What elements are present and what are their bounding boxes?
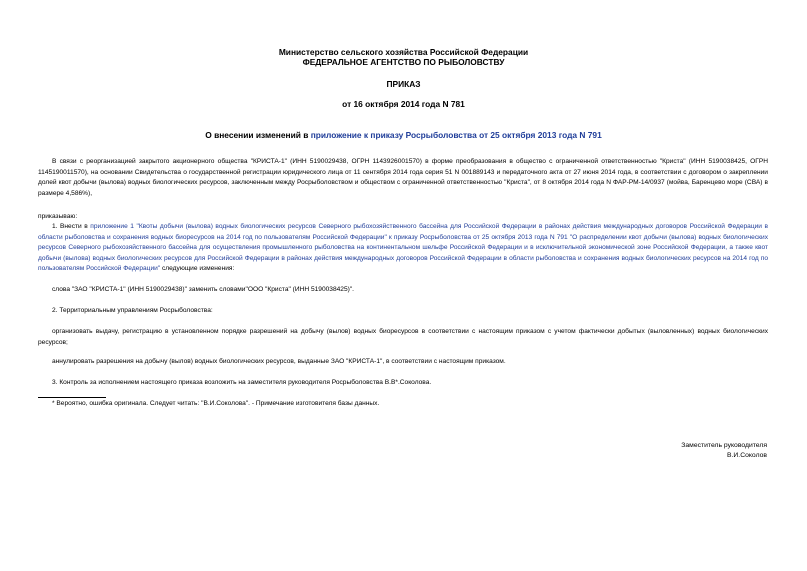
item-1-suffix: следующие изменения: [160,265,235,273]
agency-heading: ФЕДЕРАЛЬНОЕ АГЕНТСТВО ПО РЫБОЛОВСТВУ [302,57,505,67]
doc-type-heading: ПРИКАЗ [386,79,421,89]
subject-prefix: О внесении изменений в [205,130,311,140]
paragraph-annul-permits: аннулировать разрешения на добычу (вылов) водных биологических ресурсов, выданные ЗАО "КРИСТА-1", в соответствии с настоящим приказом. [52,358,506,365]
subject-heading [0,130,807,140]
signature-name: В.И.Соколов [727,452,767,459]
paragraph-item-1 [38,222,768,275]
paragraph-issue-permits: организовать выдачу, регистрацию в установленном порядке разрешений на добычу (вылов) водных биоресурсов в соответствии с настоящим приказом с учетом фактически добытых (выловленных) водных биологических ресурсов; [38,328,768,346]
footnote: * Вероятно, ошибка оригинала. Следует читать: "В.И.Соколова". - Примечание изготовителя базы данных. [52,400,380,407]
date-number-heading: от 16 октября 2014 года N 781 [342,99,465,109]
paragraph-preamble: В связи с реорганизацией закрытого акционерного общества "КРИСТА-1" (ИНН 5190029438, ОГРН 1143926001570) в форме преобразования в общество с ограниченной ответственностью "Криста" (ИНН 5190038425, ОГРН 1145190011570), на основании Свидетельства о государственной регистрации юридического лица от 11 сентября 2014 года серия 51 N 001889143 и передаточного акта от 27 июня 2014 года, в соответствии с договором о закреплении долей квот добычи (вылова) водных биологических ресурсов, заключенным между Росрыболовством и обществом с ограниченной ответственностью "Криста", от 8 октября 2014 года N ФАР-РМ-14/0937 (мойва, Баренцево море (СВА) в размере 4,586%), [38,158,768,197]
item-1-link[interactable]: приложение 1 "Квоты добычи (вылова) водных биологических ресурсов Северного рыбохозяйственного бассейна для Российской Федерации в районах действия международных договоров Российской Федерации в области рыболовства и сохранения водных биоресурсов на 2014 год по пользователям Российской Федерации" к приказу Росрыболовства от 25 октября 2013 года N 791 "О распределении квот добычи (вылова) водных биологических ресурсов Северного рыбохозяйственного бассейна для осуществления промышленного рыболовства на континентальном шельфе Российской Федерации и в исключительной экономической зоне Российской Федерации, а также квот добычи (вылова) водных биологических ресурсов для Российской Федерации в районах действия международных договоров Российской Федерации в области рыболовства и сохранения водных биологических ресурсов на 2014 год по пользователям Российской Федерации" [38,223,768,273]
paragraph-item-2: 2. Территориальным управлениям Росрыболовства: [52,307,213,314]
paragraph-words-replace: слова "ЗАО "КРИСТА-1" (ИНН 5190029438)" заменить словами"ООО "Криста" (ИНН 5190038425)". [52,286,354,293]
paragraph-item-3: 3. Контроль за исполнением настоящего приказа возложить на заместителя руководителя Росрыболовства В.В*.Соколова. [52,379,432,386]
subject-link[interactable]: приложение к приказу Росрыболовства от 25 октября 2013 года N 791 [310,130,602,140]
ministry-heading: Министерство сельского хозяйства Российской Федерации [278,47,529,57]
item-1-prefix: 1. Внести в [52,223,91,230]
paragraph-order-word: приказываю: [38,213,78,220]
signature-position: Заместитель руководителя [681,442,767,449]
footnote-divider [38,397,106,398]
